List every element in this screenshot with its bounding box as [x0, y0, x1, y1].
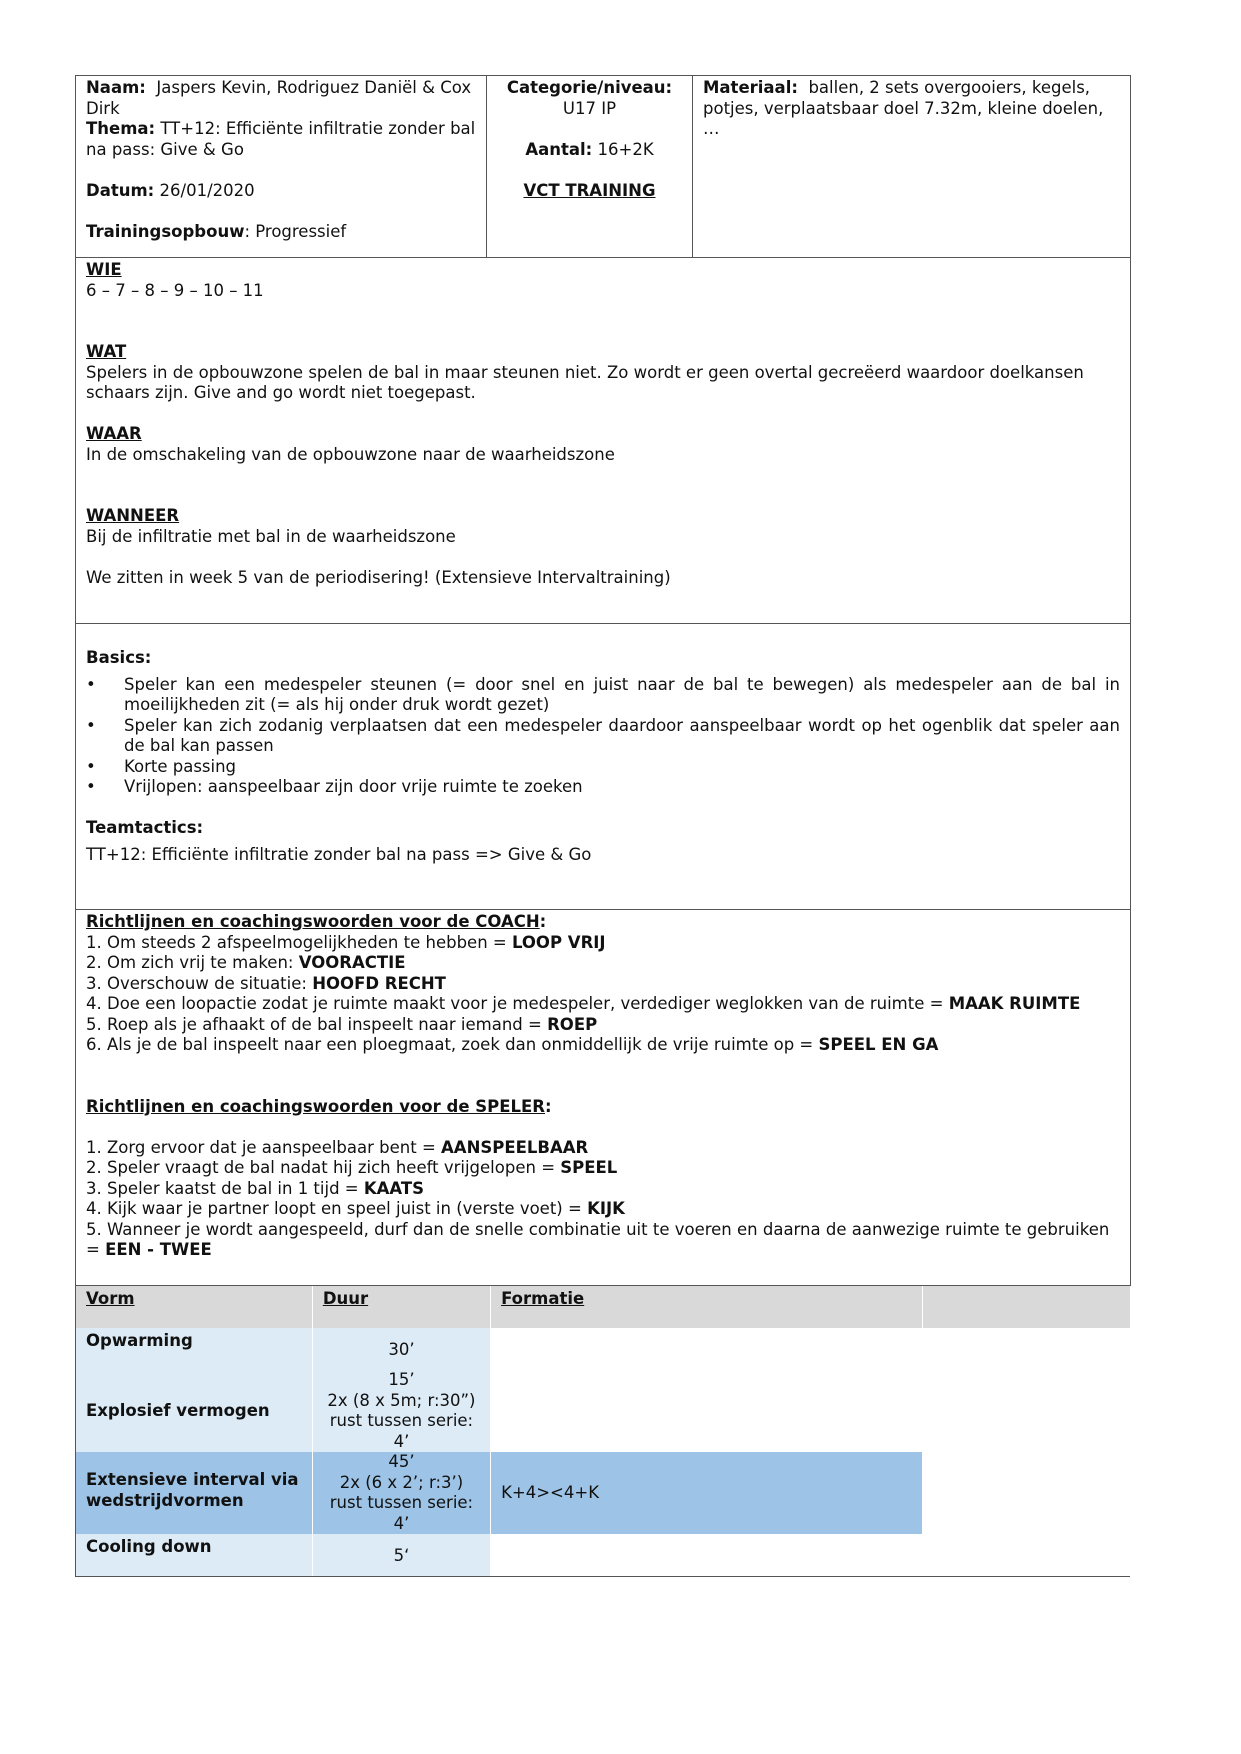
schedule-wrapper	[75, 1286, 1130, 1577]
datum-label: Datum:	[86, 180, 155, 200]
coach-keyword: MAAK RUIMTE	[948, 994, 1081, 1013]
wat-title: WAT	[86, 342, 127, 361]
naam-value: Jaspers Kevin, Rodriguez Daniël & Cox Dirk	[86, 78, 472, 118]
table-row	[76, 1452, 1131, 1534]
wanneer-text: Bij de infiltratie met bal in de waarheidszone	[86, 526, 456, 546]
header-table	[75, 75, 1131, 1286]
coach-item: 1. Om steeds 2 afspeelmogelijkheden te hebben = LOOP VRIJ	[86, 932, 606, 952]
teamtactics-text: TT+12: Efficiënte infiltratie zonder bal na pass => Give & Go	[86, 844, 592, 864]
aantal-value: 16+2K	[597, 139, 654, 159]
table-row	[76, 1370, 1131, 1452]
vorm-cell: Explosief vermogen	[76, 1370, 312, 1452]
header-right-cell	[693, 76, 1131, 258]
schedule-table	[76, 1286, 1131, 1576]
speler-keyword: KAATS	[363, 1178, 425, 1198]
table-row	[76, 1328, 1131, 1370]
header-duur: Duur	[312, 1286, 490, 1328]
coach-item: 5. Roep als je afhaakt of de bal inspeelt naar iemand = ROEP	[86, 1014, 598, 1034]
speler-keyword: SPEEL	[560, 1158, 618, 1177]
basics-section	[76, 624, 1131, 910]
materiaal-value: ballen, 2 sets overgooiers, kegels, potjes, verplaatsbaar doel 7.32m, kleine doelen, …	[703, 78, 1104, 138]
thema-label: Thema:	[86, 119, 156, 138]
situation-section	[76, 258, 1131, 624]
formatie-cell	[491, 1328, 923, 1370]
opbouw-value: : Progressief	[244, 221, 347, 241]
speler-title: Richtlijnen en coachingswoorden voor de SPELER	[86, 1096, 546, 1116]
vorm-cell: Opwarming	[76, 1328, 312, 1370]
duur-cell: 5‘	[312, 1534, 490, 1576]
materiaal-label: Materiaal:	[703, 78, 798, 97]
speler-item: 2. Speler vraagt de bal nadat hij zich heeft vrijgelopen = SPEEL	[86, 1158, 618, 1177]
coach-title-colon: :	[539, 912, 547, 931]
coach-item: 3. Overschouw de situatie: HOOFD RECHT	[86, 973, 446, 993]
wie-title: WIE	[86, 260, 122, 279]
header-empty	[922, 1286, 1130, 1328]
formatie-cell: K+4><4+K	[491, 1452, 923, 1534]
formatie-cell	[491, 1370, 923, 1452]
speler-keyword: AANSPEELBAAR	[441, 1137, 589, 1157]
training-document	[75, 75, 1130, 1577]
speler-item: 1. Zorg ervoor dat je aanspeelbaar bent = AANSPEELBAAR	[86, 1137, 589, 1157]
header-middle-cell	[487, 76, 693, 258]
coach-title: Richtlijnen en coachingswoorden voor de COACH	[86, 912, 540, 931]
table-row	[76, 1534, 1131, 1576]
vorm-cell: Extensieve interval via wedstrijdvormen	[76, 1452, 312, 1534]
speler-title-colon: :	[545, 1096, 552, 1116]
wie-text: 6 – 7 – 8 – 9 – 10 – 11	[86, 280, 264, 300]
duur-cell: 15’ 2x (8 x 5m; r:30”) rust tussen serie: 4’	[312, 1370, 490, 1452]
basics-title: Basics:	[86, 648, 152, 667]
basics-item: • Vrijlopen: aanspeelbaar zijn door vrije ruimte te zoeken	[86, 777, 1120, 798]
categorie-label: Categorie/niveau:	[506, 78, 673, 97]
waar-text: In de omschakeling van de opbouwzone naar de waarheidszone	[86, 444, 615, 464]
duur-cell: 30’	[312, 1328, 490, 1370]
formatie-cell	[491, 1534, 923, 1576]
wanneer-title: WANNEER	[86, 506, 180, 525]
thema-value: TT+12: Efficiënte infiltratie zonder bal na pass: Give & Go	[86, 119, 476, 159]
datum-value: 26/01/2020	[159, 180, 255, 200]
speler-item: 3. Speler kaatst de bal in 1 tijd = KAATS	[86, 1178, 425, 1198]
speler-item: 4. Kijk waar je partner loopt en speel juist in (verste voet) = KIJK	[86, 1199, 625, 1218]
coach-item: 6. Als je de bal inspeelt naar een ploegmaat, zoek dan onmiddellijk de vrije ruimte op = SPEEL EN GA	[86, 1035, 939, 1054]
speler-item: 5. Wanneer je wordt aangespeeld, durf dan de snelle combinatie uit te voeren en daarna de aanwezige ruimte te gebruiken = EEN - TWEE	[86, 1219, 1110, 1259]
vct-training-label: VCT TRAINING	[523, 180, 656, 200]
basics-item: • Speler kan een medespeler steunen (= door snel en juist naar de bal te bewegen) als medespeler aan de bal in moeilijkheden zit (= als hij onder druk wordt gezet)	[86, 675, 1120, 716]
basics-item: • Korte passing	[86, 757, 1120, 778]
header-left-cell	[76, 76, 487, 258]
coach-keyword: HOOFD RECHT	[312, 973, 446, 993]
coaching-section	[76, 910, 1131, 1286]
naam-label: Naam:	[86, 78, 146, 97]
periodisering-note: We zitten in week 5 van de periodisering! (Extensieve Intervaltraining)	[86, 567, 671, 587]
duur-cell: 45’ 2x (6 x 2’; r:3’) rust tussen serie: 4’	[312, 1452, 490, 1534]
speler-keyword: KIJK	[587, 1199, 625, 1218]
opbouw-label: Trainingsopbouw	[86, 221, 245, 241]
coach-keyword: LOOP VRIJ	[511, 932, 606, 952]
coach-keyword: SPEEL EN GA	[818, 1035, 939, 1054]
header-formatie: Formatie	[491, 1286, 923, 1328]
categorie-value: U17 IP	[562, 98, 617, 118]
schedule-header-row	[76, 1286, 1131, 1328]
basics-list	[86, 675, 1120, 798]
aantal-label: Aantal:	[525, 139, 593, 159]
coach-keyword: VOORACTIE	[298, 953, 406, 972]
wat-text: Spelers in de opbouwzone spelen de bal in maar steunen niet. Zo wordt er geen overtal gecreëerd waardoor doelkansen schaars zijn. Give and go wordt niet toegepast.	[86, 362, 1084, 402]
speler-keyword: EEN - TWEE	[105, 1240, 212, 1259]
teamtactics-title: Teamtactics:	[86, 818, 204, 837]
coach-item: 4. Doe een loopactie zodat je ruimte maakt voor je medespeler, verdediger weglokken van de ruimte = MAAK RUIMTE	[86, 994, 1081, 1013]
coach-keyword: ROEP	[547, 1014, 598, 1034]
basics-item: • Speler kan zich zodanig verplaatsen dat een medespeler daardoor aanspeelbaar wordt op het ogenblik dat speler aan de bal kan passen	[86, 716, 1120, 757]
coach-item: 2. Om zich vrij te maken: VOORACTIE	[86, 953, 406, 972]
vorm-cell: Cooling down	[76, 1534, 312, 1576]
waar-title: WAAR	[86, 424, 142, 443]
header-vorm: Vorm	[76, 1286, 312, 1328]
